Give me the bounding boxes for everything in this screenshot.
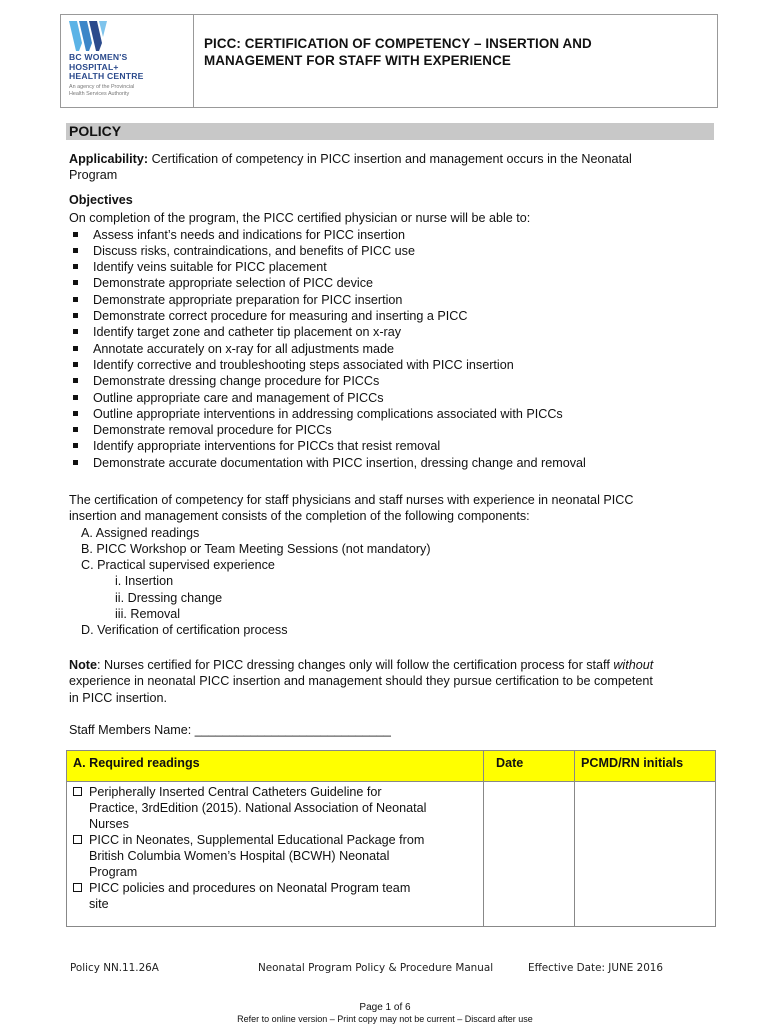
applicability-label: Applicability: (69, 152, 149, 166)
applicability-paragraph: Applicability: Certification of competency in PICC insertion and management occurs in the Neonatal Program (69, 152, 632, 183)
reading-item-text: Program (89, 865, 138, 879)
objective-item: Demonstrate appropriate preparation for PICC insertion (69, 292, 719, 308)
table-header-row (67, 751, 716, 782)
component-c-iii: iii. Removal (115, 607, 181, 622)
objective-item: Outline appropriate care and management of PICCs (69, 390, 719, 406)
logo-w-icon (69, 21, 109, 51)
reading-item[interactable] (73, 832, 477, 880)
effective-date: Effective Date: JUNE 2016 (528, 962, 664, 974)
initials-cell[interactable] (575, 782, 716, 927)
logo-name: BC WOMEN'S HOSPITAL+ HEALTH CENTRE (69, 52, 144, 81)
objective-item: Identify veins suitable for PICC placement (69, 259, 719, 275)
reading-item-text: Practice, 3rdEdition (2015). National Association of Neonatal (89, 801, 427, 815)
reading-item-text: Nurses (89, 817, 129, 831)
component-b: B. PICC Workshop or Team Meeting Sessions (not mandatory) (81, 541, 431, 556)
required-readings-table (66, 750, 716, 927)
header-initials: PCMD/RN initials (575, 751, 716, 782)
date-cell[interactable] (484, 782, 575, 927)
hospital-logo (61, 15, 194, 107)
objectives-section (69, 192, 719, 471)
staff-name-line[interactable]: Staff Members Name: ____________________________ (69, 723, 391, 737)
objective-item: Demonstrate correct procedure for measuring and inserting a PICC (69, 308, 719, 324)
objective-item: Identify appropriate interventions for PICCs that resist removal (69, 438, 719, 454)
document-title: PICC: CERTIFICATION OF COMPETENCY – INSERTION AND MANAGEMENT FOR STAFF WITH EXPERIENCE (204, 36, 592, 68)
checkbox-icon[interactable] (73, 835, 82, 844)
objectives-list (69, 227, 719, 471)
header-date: Date (484, 751, 575, 782)
objective-item: Outline appropriate interventions in addressing complications associated with PICCs (69, 406, 719, 422)
refer-notice: Refer to online version – Print copy may not be current – Discard after use (237, 1014, 533, 1024)
note-label: Note (69, 658, 97, 672)
reading-item-text: PICC policies and procedures on Neonatal Program team (89, 881, 411, 895)
reading-item[interactable] (73, 880, 477, 912)
policy-heading: POLICY (66, 123, 714, 140)
header-required-readings: A. Required readings (67, 751, 484, 782)
note-paragraph: Note: Nurses certified for PICC dressing changes only will follow the certification process for staff without experience in neonatal PICC insertion and management should they pursue certification to be competent in PICC insertion. (69, 658, 654, 705)
reading-item-text: site (89, 897, 109, 911)
objective-item: Demonstrate accurate documentation with PICC insertion, dressing change and removal (69, 455, 719, 471)
reading-item-text: Peripherally Inserted Central Catheters Guideline for (89, 785, 382, 799)
component-c-i: i. Insertion (115, 574, 174, 589)
objective-item: Identify corrective and troubleshooting steps associated with PICC insertion (69, 357, 719, 373)
objective-item: Discuss risks, contraindications, and benefits of PICC use (69, 243, 719, 259)
page-number: Page 1 of 6 (359, 1002, 411, 1013)
logo-subtitle: An agency of the Provincial Health Services Authority (69, 84, 135, 97)
component-c: C. Practical supervised experience (81, 558, 275, 573)
component-d: D. Verification of certification process (81, 623, 288, 638)
applicability-text: Certification of competency in PICC insertion and management occurs in the Neonatal (148, 152, 632, 166)
reading-item-text: British Columbia Women’s Hospital (BCWH) Neonatal (89, 849, 390, 863)
checkbox-icon[interactable] (73, 883, 82, 892)
checkbox-icon[interactable] (73, 787, 82, 796)
manual-name: Neonatal Program Policy & Procedure Manual (258, 962, 494, 974)
document-header (60, 14, 718, 108)
components-list (69, 525, 719, 639)
reading-item-text: PICC in Neonates, Supplemental Educational Package from (89, 833, 425, 847)
component-c-ii: ii. Dressing change (115, 590, 223, 605)
objectives-heading: Objectives (69, 193, 133, 207)
component-a: A. Assigned readings (81, 525, 200, 540)
components-section: The certification of competency for staff physicians and staff nurses with experience in neonatal PICC insertion and management consists of the completion of the following components: A. Assigned readings B. PICC Workshop or Team Meeting Sessions (not mandatory) C. Practical supervised experience i. Insertion ii. Dressing change iii. Removal D. Verification of certification process (69, 492, 719, 639)
objective-item: Annotate accurately on x-ray for all adjustments made (69, 341, 719, 357)
objective-item: Identify target zone and catheter tip placement on x-ray (69, 324, 719, 340)
objective-item: Demonstrate removal procedure for PICCs (69, 422, 719, 438)
objective-item: Assess infant’s needs and indications for PICC insertion (69, 227, 719, 243)
reading-item[interactable] (73, 784, 477, 832)
objectives-intro: On completion of the program, the PICC certified physician or nurse will be able to: (69, 211, 531, 226)
objective-item: Demonstrate appropriate selection of PICC device (69, 275, 719, 291)
table-row (67, 782, 716, 927)
readings-cell (67, 782, 484, 927)
objective-item: Demonstrate dressing change procedure for PICCs (69, 373, 719, 389)
policy-number: Policy NN.11.26A (70, 962, 159, 974)
